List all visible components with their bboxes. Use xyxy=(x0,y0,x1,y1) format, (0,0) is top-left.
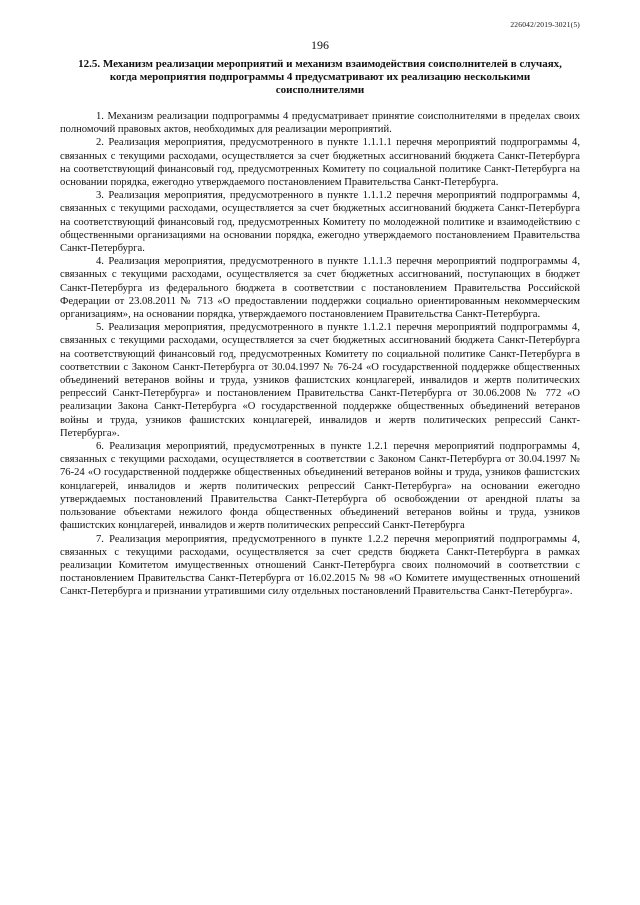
paragraph-7: 7. Реализация мероприятия, предусмотренного в пункте 1.2.2 перечня мероприятий подпрограммы 4, связанных с текущими расходами, осуществляется за счет средств бюджета Санкт-Петербурга в рамках реализации Комитетом имущественных отношений Санкт-Петербурга своих полномочий в соответствии с постановлением Правительства Санкт-Петербурга от 16.02.2015 № 98 «О Комитете имущественных отношений Санкт-Петербурга и признании утратившими силу отдельных постановлений Правительства Санкт-Петербурга». xyxy=(60,533,580,598)
paragraph-3: 3. Реализация мероприятия, предусмотренного в пункте 1.1.1.2 перечня мероприятий подпрограммы 4, связанных с текущими расходами, осуществляется за счет бюджетных ассигнований бюджета Санкт-Петербурга на соответствующий финансовый год, предусмотренных Комитету по молодежной политике и взаимодействию с общественными организациями на основании порядка, ежегодно утверждаемого постановлением Правительства Санкт-Петербурга. xyxy=(60,190,580,255)
paragraph-2: 2. Реализация мероприятия, предусмотренного в пункте 1.1.1.1 перечня мероприятий подпрограммы 4, связанных с текущими расходами, осуществляется за счет бюджетных ассигнований бюджета Санкт-Петербурга на соответствующий финансовый год, предусмотренных Комитету по социальной политике Санкт-Петербурга на основании порядка, ежегодно утверждаемого постановлением Правительства Санкт-Петербурга. xyxy=(60,137,580,189)
paragraph-4: 4. Реализация мероприятия, предусмотренного в пункте 1.1.1.3 перечня мероприятий подпрограммы 4, связанных с текущими расходами, осуществляется за счет бюджетных ассигнований, поступающих в бюджет Санкт-Петербурга из федерального бюджета в соответствии с постановлением Правительства Российской Федерации от 23.08.2011 № 713 «О предоставлении поддержки социально ориентированным некоммерческим организациям», на основании порядка, утверждаемого постановлением Правительства Санкт-Петербурга. xyxy=(60,256,580,321)
paragraph-6: 6. Реализация мероприятий, предусмотренных в пункте 1.2.1 перечня мероприятий подпрограммы 4, связанных с текущими расходами, осуществляется в соответствии с Законом Санкт-Петербурга от 30.04.1997 № 76-24 «О государственной поддержке общественных объединений ветеранов войны и труда, узников фашистских концлагерей, инвалидов и жертв политических репрессий Санкт-Петербурга» на основании ежегодно утверждаемых постановлений Правительства Санкт-Петербурга об освобождении от арендной платы за пользование объектами нежилого фонда общественных объединений ветеранов войны и труда, узников фашистских концлагерей, инвалидов и жертв политических репрессий Санкт-Петербурга xyxy=(60,441,580,532)
document-id: 226042/2019-3021(5) xyxy=(510,20,580,29)
page-number: 196 xyxy=(311,38,329,52)
document-body xyxy=(60,110,580,599)
paragraph-5: 5. Реализация мероприятия, предусмотренного в пункте 1.1.2.1 перечня мероприятий подпрограммы 4, связанных с текущими расходами, осуществляется за счет бюджетных ассигнований бюджета Санкт-Петербурга на соответствующий финансовый год, предусмотренных Комитету по социальной политике Санкт-Петербурга в соответствии с Законом Санкт-Петербурга от 30.04.1997 № 76-24 «О государственной поддержке общественных объединений ветеранов войны и труда, узников фашистских концлагерей, инвалидов и жертв политических репрессий Санкт-Петербурга» и постановлением Правительства Санкт-Петербурга от 30.06.2008 № 772 «О реализации Закона Санкт-Петербурга «О государственной поддержке общественных объединений ветеранов войны и труда, узников фашистских концлагерей, инвалидов и жертв политических репрессий Санкт-Петербурга». xyxy=(60,322,580,439)
paragraph-1: 1. Механизм реализации подпрограммы 4 предусматривает принятие соисполнителями в пределах своих полномочий правовых актов, необходимых для реализации мероприятий. xyxy=(60,111,580,136)
section-title: 12.5. Механизм реализации мероприятий и механизм взаимодействия соисполнителей в случаях, когда мероприятия подпрограммы 4 предусматривают их реализацию несколькими соисполнителями xyxy=(78,58,562,96)
